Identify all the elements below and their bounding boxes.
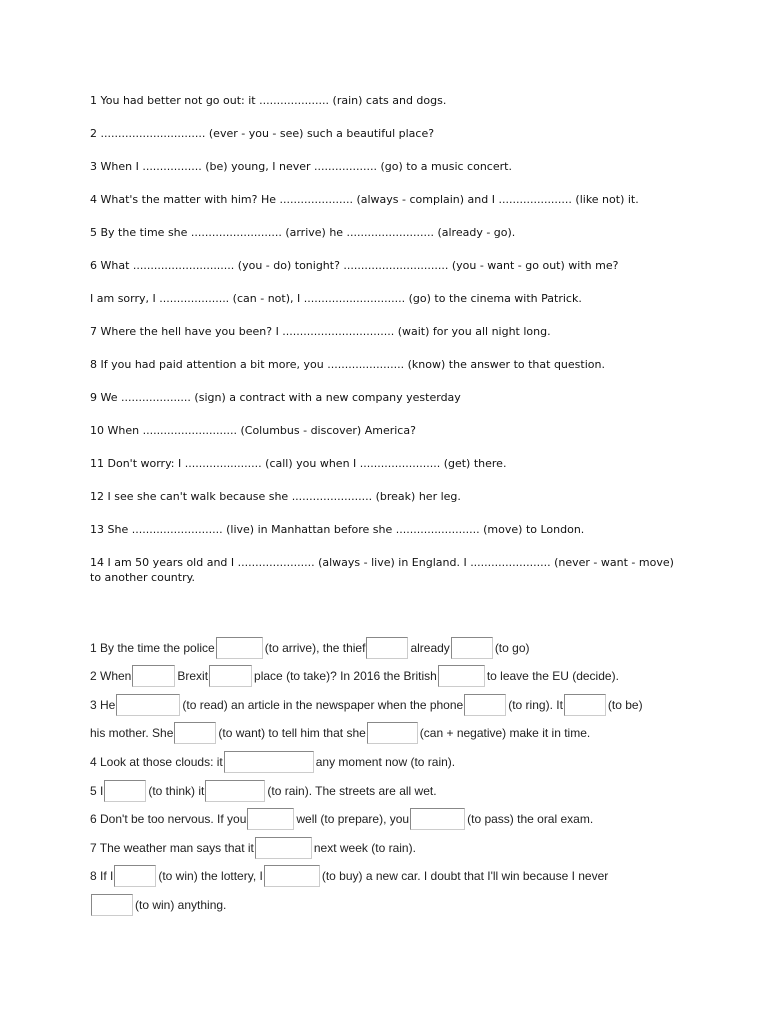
line-text: next week (to rain).	[313, 840, 416, 855]
exercise-1-item: 1 You had better not go out: it .................... (rain) cats and dogs.	[90, 94, 447, 107]
line-text: 2 When	[90, 669, 132, 684]
answer-field[interactable]	[464, 694, 506, 716]
exercise-1-item: 6 What ............................. (you - do) tonight? .............................. (you - want - go out) with me?	[90, 259, 619, 272]
line-text: (to arrive), the thief	[264, 640, 366, 655]
exercise-2-line	[90, 828, 690, 857]
line-text: place (to take)? In 2016 the British	[254, 669, 437, 684]
line-text: to leave the EU (decide).	[486, 669, 619, 684]
line-text: 7 The weather man says that it	[90, 840, 254, 855]
exercise-1-item: 11 Don't worry: I ...................... (call) you when I ....................... (get) there.	[90, 457, 507, 470]
exercise-1-item: I am sorry, I .................... (can - not), I ............................. (go) to the cinema with Patrick.	[90, 292, 582, 305]
answer-field[interactable]	[255, 837, 312, 859]
line-text: well (to prepare), you	[296, 812, 410, 827]
line-text: (to read) an article in the newspaper when the phone	[182, 697, 464, 712]
line-text: his mother. She	[90, 726, 174, 741]
line-text: (can + negative) make it in time.	[419, 726, 591, 741]
exercise-2-line	[90, 800, 690, 829]
line-text: 6 Don't be too nervous. If you	[90, 812, 247, 827]
line-text: (to ring). It	[508, 697, 563, 712]
exercise-1-item: 12 I see she can't walk because she ....................... (break) her leg.	[90, 490, 461, 503]
line-text: (to be)	[607, 697, 643, 712]
line-text: 3 He	[90, 697, 116, 712]
line-text: already	[410, 640, 450, 655]
answer-field[interactable]	[205, 780, 265, 802]
exercise-2-line	[90, 771, 690, 800]
exercise-1	[90, 93, 690, 603]
exercise-2-line	[90, 857, 690, 886]
line-text: any moment now (to rain).	[315, 754, 456, 769]
exercise-1-item: 9 We .................... (sign) a contract with a new company yesterday	[90, 391, 461, 404]
exercise-2-line	[90, 714, 690, 743]
line-text: Brexit	[177, 669, 209, 684]
line-text: 8 If I	[90, 869, 114, 884]
exercise-2-line	[90, 742, 690, 771]
exercise-2	[90, 628, 690, 914]
answer-field[interactable]	[174, 722, 216, 744]
answer-field[interactable]	[367, 722, 418, 744]
line-text: (to win) the lottery, I	[158, 869, 263, 884]
exercise-1-item: 13 She .......................... (live) in Manhattan before she ........................ (move) to London.	[90, 523, 585, 536]
line-text: 4 Look at those clouds: it	[90, 754, 223, 769]
line-text: 5 I	[90, 783, 104, 798]
line-text: (to win) anything.	[135, 897, 227, 912]
answer-field[interactable]	[247, 808, 294, 830]
answer-field[interactable]	[366, 637, 408, 659]
line-text: (to think) it	[148, 783, 205, 798]
exercise-2-line	[90, 885, 690, 914]
line-text: (to want) to tell him that she	[218, 726, 366, 741]
answer-field[interactable]	[209, 665, 252, 687]
line-text: (to buy) a new car. I doubt that I'll win because I never	[321, 869, 609, 884]
answer-field[interactable]	[264, 865, 320, 887]
exercise-1-item: 4 What's the matter with him? He ..................... (always - complain) and I ..................... (like not) it.	[90, 193, 639, 206]
exercise-2-line	[90, 685, 690, 714]
answer-field[interactable]	[410, 808, 465, 830]
exercise-1-item: 3 When I ................. (be) young, I never .................. (go) to a music concert.	[90, 160, 512, 173]
answer-field[interactable]	[132, 665, 175, 687]
line-text: (to go)	[494, 640, 530, 655]
exercise-1-item: 5 By the time she .......................... (arrive) he ......................... (already - go).	[90, 226, 516, 239]
line-text: 1 By the time the police	[90, 640, 215, 655]
answer-field[interactable]	[104, 780, 146, 802]
answer-field[interactable]	[114, 865, 156, 887]
exercise-2-line	[90, 657, 690, 686]
exercise-1-item: 7 Where the hell have you been? I ................................ (wait) for you all night long.	[90, 325, 551, 338]
answer-field[interactable]	[564, 694, 606, 716]
answer-field[interactable]	[91, 894, 133, 916]
answer-field[interactable]	[116, 694, 180, 716]
exercise-2-line	[90, 628, 690, 657]
answer-field[interactable]	[224, 751, 314, 773]
answer-field[interactable]	[451, 637, 493, 659]
line-text: (to pass) the oral exam.	[467, 812, 594, 827]
exercise-1-item: 10 When ........................... (Columbus - discover) America?	[90, 424, 416, 437]
exercise-1-item: 8 If you had paid attention a bit more, you ...................... (know) the answer to that question.	[90, 358, 605, 371]
exercise-1-item: 14 I am 50 years old and I ...................... (always - live) in England. I ....................... (never - want - move) to another country.	[90, 556, 674, 584]
exercise-1-item: 2 .............................. (ever - you - see) such a beautiful place?	[90, 127, 435, 140]
line-text: (to rain). The streets are all wet.	[267, 783, 437, 798]
answer-field[interactable]	[438, 665, 485, 687]
answer-field[interactable]	[216, 637, 263, 659]
